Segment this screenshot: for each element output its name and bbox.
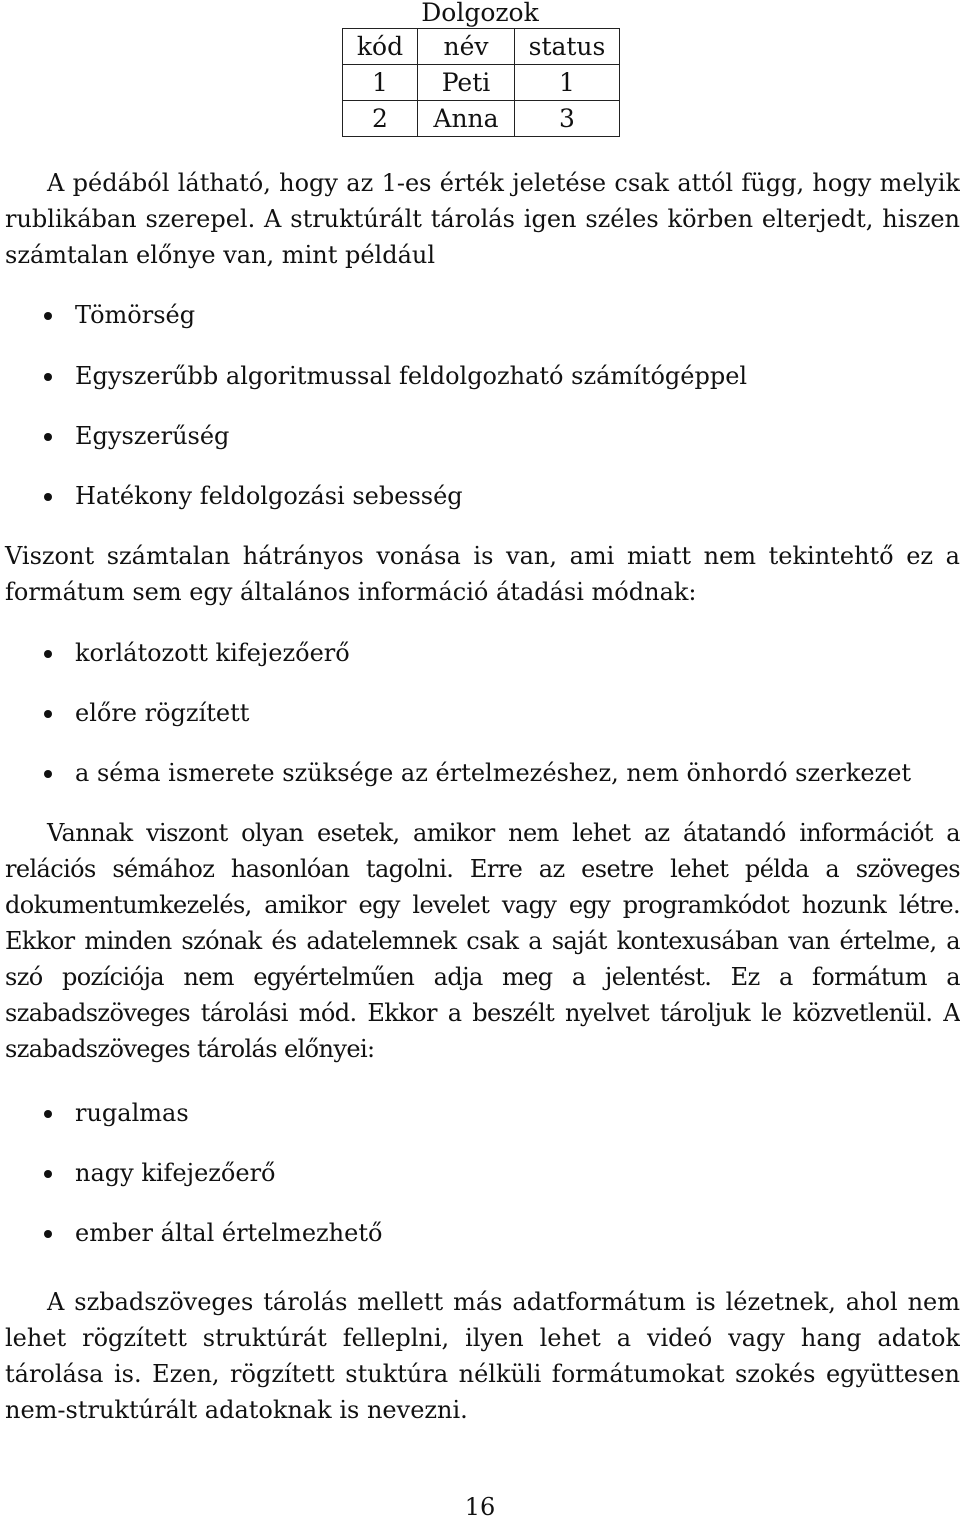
bullet-icon bbox=[44, 1110, 52, 1118]
table-cell: 2 bbox=[343, 101, 418, 137]
paragraph-freetext: Vannak viszont olyan esetek, amikor nem lehet az átatandó információt a relációs sémához hasonlóan tagolni. Erre az esetre lehet példa a szöveges dokumentumkezelés, amikor egy levelet vagy egy programkódot hozunk létre. Ekkor minden szónak és adatelemnek csak a saját kontexusában van értelme, a szó pozíciója nem egyértelműen adja meg a jelentést. Ez a formátum a szabadszöveges tárolási mód. Ekkor a beszélt nyelvet tároljuk le közvetlenül. A szabadszöveges tárolás előnyei: bbox=[5, 819, 960, 1063]
bullet-icon bbox=[44, 650, 52, 658]
page-number: 16 bbox=[464, 1493, 496, 1521]
paragraph-disadvantages: Viszont számtalan hátrányos vonása is van, ami miatt nem tekintehtő ez a formátum sem egy általános információ átadási módnak: bbox=[5, 542, 960, 606]
table-cell: 1 bbox=[515, 65, 620, 101]
table-cell: 1 bbox=[343, 65, 418, 101]
bullet-icon bbox=[44, 433, 52, 441]
table-header-row bbox=[343, 29, 620, 65]
header-cell: kód bbox=[343, 29, 418, 65]
bullet-icon bbox=[44, 1170, 52, 1178]
header-cell: név bbox=[418, 29, 515, 65]
paragraph-unstructured: A szbadszöveges tárolás mellett más adatformátum is lézetnek, ahol nem lehet rögzített struktúrát felleplni, ilyen lehet a videó vagy hang adatok tárolása is. Ezen, rögzített stuktúra nélküli formátumokat szokés együttesen nem-struktúrált adatoknak is nevezni. bbox=[5, 1288, 960, 1424]
paragraph-intro: A pédából látható, hogy az 1-es érték jeletése csak attól függ, hogy melyik rublikában szerepel. A struktúrált tárolás igen széles körben elterjedt, hiszen számtalan előnye van, mint például bbox=[5, 169, 960, 269]
table-cell: 3 bbox=[515, 101, 620, 137]
table-row bbox=[343, 65, 620, 101]
bullet-icon bbox=[44, 373, 52, 381]
table-caption: Dolgozok bbox=[421, 0, 539, 27]
table-cell: Peti bbox=[418, 65, 515, 101]
bullet-icon bbox=[44, 1230, 52, 1238]
table-cell: Anna bbox=[418, 101, 515, 137]
table-row bbox=[343, 101, 620, 137]
bullet-icon bbox=[44, 493, 52, 501]
bullet-icon bbox=[44, 312, 52, 320]
data-table bbox=[342, 28, 620, 137]
bullet-icon bbox=[44, 710, 52, 718]
header-cell: status bbox=[515, 29, 620, 65]
bullet-icon bbox=[44, 770, 52, 778]
